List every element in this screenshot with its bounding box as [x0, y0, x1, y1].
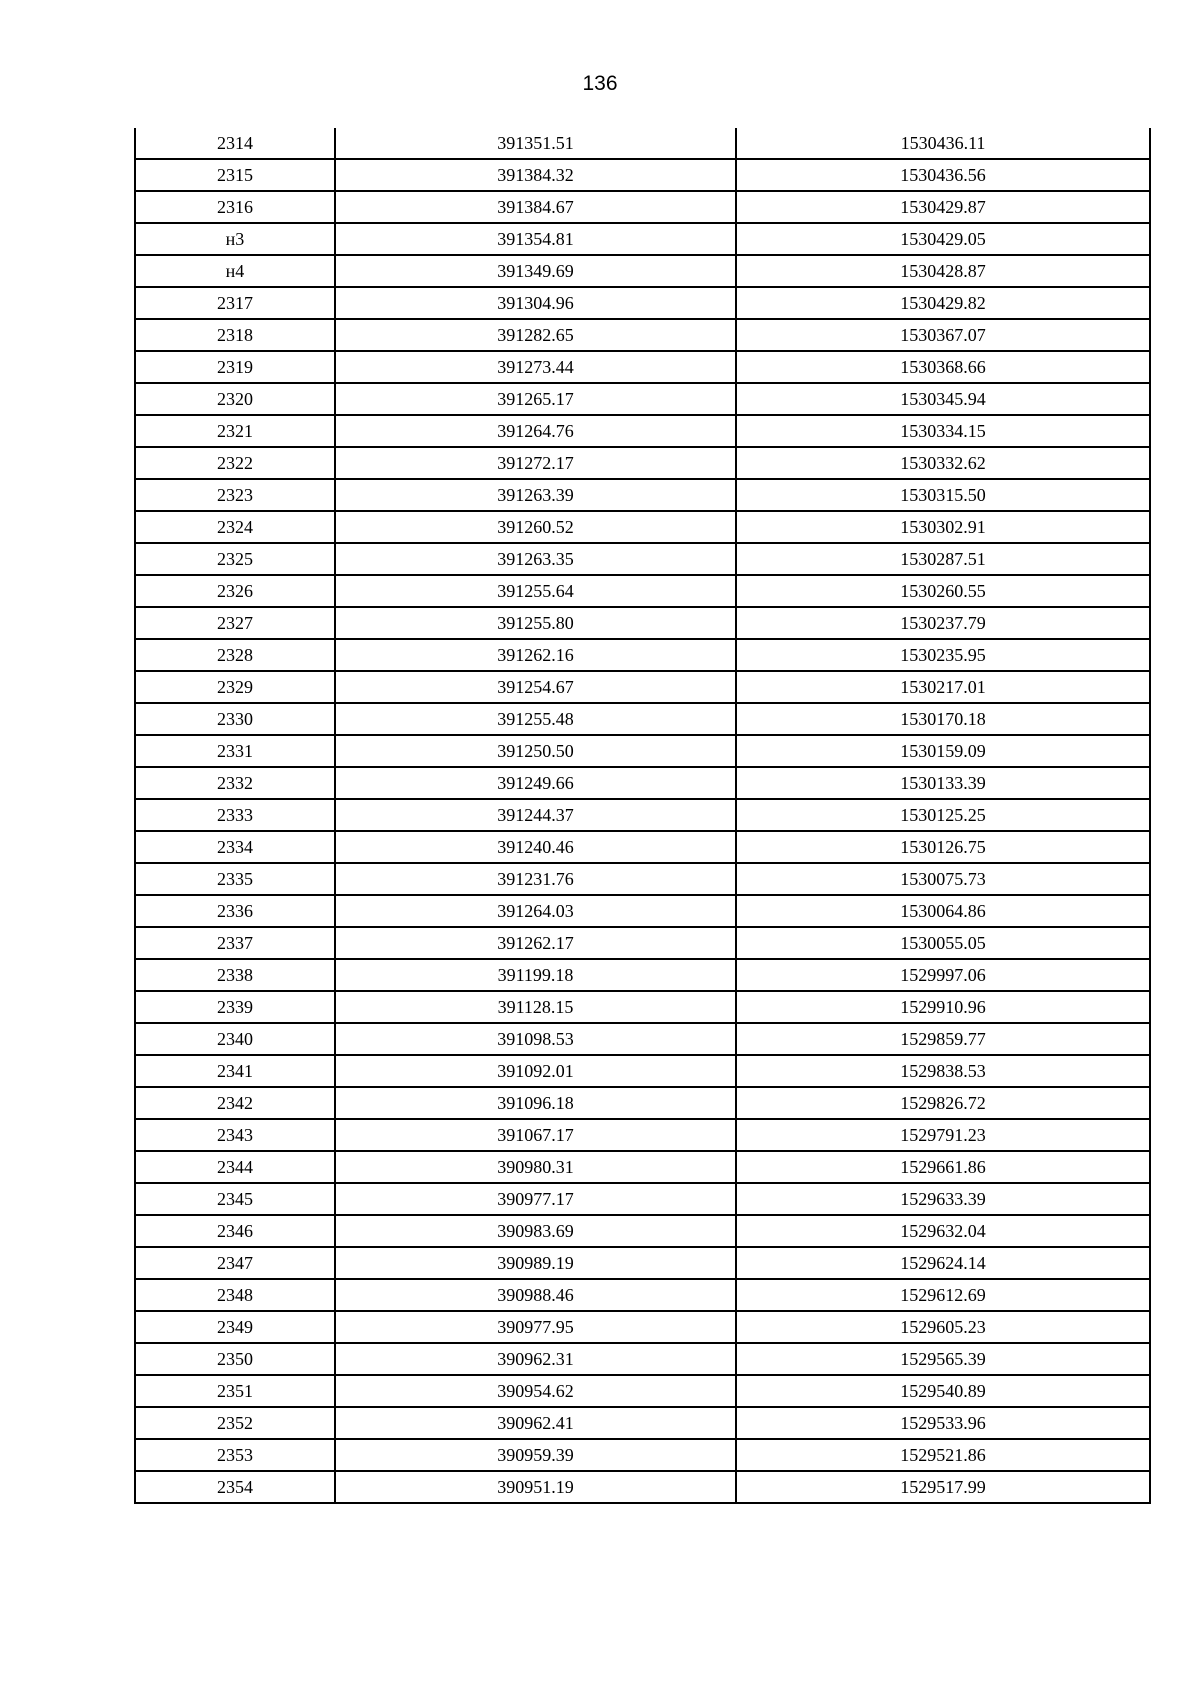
y-coordinate-cell: 1529565.39	[736, 1343, 1150, 1375]
x-coordinate-cell: 390962.31	[335, 1343, 736, 1375]
point-number-cell: 2328	[135, 639, 335, 671]
point-number-cell: 2321	[135, 415, 335, 447]
y-coordinate-cell: 1530125.25	[736, 799, 1150, 831]
y-coordinate-cell: 1530055.05	[736, 927, 1150, 959]
x-coordinate-cell: 391255.80	[335, 607, 736, 639]
point-number-cell: 2351	[135, 1375, 335, 1407]
point-number-cell: 2330	[135, 703, 335, 735]
table-row	[135, 511, 1150, 543]
table-row	[135, 415, 1150, 447]
y-coordinate-cell: 1529612.69	[736, 1279, 1150, 1311]
x-coordinate-cell: 391260.52	[335, 511, 736, 543]
y-coordinate-cell: 1529517.99	[736, 1471, 1150, 1503]
y-coordinate-cell: 1530064.86	[736, 895, 1150, 927]
table-row	[135, 479, 1150, 511]
point-number-cell: 2339	[135, 991, 335, 1023]
y-coordinate-cell: 1529826.72	[736, 1087, 1150, 1119]
y-coordinate-cell: 1530332.62	[736, 447, 1150, 479]
x-coordinate-cell: 391304.96	[335, 287, 736, 319]
point-number-cell: 2341	[135, 1055, 335, 1087]
x-coordinate-cell: 391273.44	[335, 351, 736, 383]
table-row	[135, 159, 1150, 191]
table-row	[135, 863, 1150, 895]
y-coordinate-cell: 1530075.73	[736, 863, 1150, 895]
table-row	[135, 1279, 1150, 1311]
table-row	[135, 799, 1150, 831]
x-coordinate-cell: 391096.18	[335, 1087, 736, 1119]
x-coordinate-cell: 390951.19	[335, 1471, 736, 1503]
x-coordinate-cell: 391240.46	[335, 831, 736, 863]
point-number-cell: 2347	[135, 1247, 335, 1279]
x-coordinate-cell: 391255.48	[335, 703, 736, 735]
point-number-cell: 2323	[135, 479, 335, 511]
table-row	[135, 767, 1150, 799]
table-row	[135, 1023, 1150, 1055]
point-number-cell: 2340	[135, 1023, 335, 1055]
table-row	[135, 991, 1150, 1023]
point-number-cell: 2335	[135, 863, 335, 895]
point-number-cell: 2352	[135, 1407, 335, 1439]
x-coordinate-cell: 391262.16	[335, 639, 736, 671]
y-coordinate-cell: 1529533.96	[736, 1407, 1150, 1439]
table-row	[135, 927, 1150, 959]
y-coordinate-cell: 1530302.91	[736, 511, 1150, 543]
x-coordinate-cell: 391349.69	[335, 255, 736, 287]
y-coordinate-cell: 1530287.51	[736, 543, 1150, 575]
table-row	[135, 543, 1150, 575]
x-coordinate-cell: 391265.17	[335, 383, 736, 415]
x-coordinate-cell: 391092.01	[335, 1055, 736, 1087]
table-row	[135, 351, 1150, 383]
table-row	[135, 1215, 1150, 1247]
point-number-cell: 2318	[135, 319, 335, 351]
x-coordinate-cell: 390977.95	[335, 1311, 736, 1343]
table-row	[135, 1247, 1150, 1279]
x-coordinate-cell: 391351.51	[335, 128, 736, 159]
x-coordinate-cell: 391264.76	[335, 415, 736, 447]
x-coordinate-cell: 390959.39	[335, 1439, 736, 1471]
y-coordinate-cell: 1529661.86	[736, 1151, 1150, 1183]
y-coordinate-cell: 1529605.23	[736, 1311, 1150, 1343]
table-row	[135, 1311, 1150, 1343]
y-coordinate-cell: 1530126.75	[736, 831, 1150, 863]
y-coordinate-cell: 1529997.06	[736, 959, 1150, 991]
point-number-cell: 2329	[135, 671, 335, 703]
point-number-cell: 2332	[135, 767, 335, 799]
x-coordinate-cell: 391199.18	[335, 959, 736, 991]
table-row	[135, 1343, 1150, 1375]
x-coordinate-cell: 391264.03	[335, 895, 736, 927]
y-coordinate-cell: 1529632.04	[736, 1215, 1150, 1247]
point-number-cell: 2338	[135, 959, 335, 991]
x-coordinate-cell: 390983.69	[335, 1215, 736, 1247]
point-number-cell: 2353	[135, 1439, 335, 1471]
table-row	[135, 575, 1150, 607]
x-coordinate-cell: 390954.62	[335, 1375, 736, 1407]
x-coordinate-cell: 391249.66	[335, 767, 736, 799]
point-number-cell: 2343	[135, 1119, 335, 1151]
point-number-cell: н3	[135, 223, 335, 255]
y-coordinate-cell: 1530429.82	[736, 287, 1150, 319]
x-coordinate-cell: 391067.17	[335, 1119, 736, 1151]
x-coordinate-cell: 390977.17	[335, 1183, 736, 1215]
table-row	[135, 319, 1150, 351]
point-number-cell: 2324	[135, 511, 335, 543]
point-number-cell: 2314	[135, 128, 335, 159]
table-row	[135, 831, 1150, 863]
y-coordinate-cell: 1530235.95	[736, 639, 1150, 671]
x-coordinate-cell: 391231.76	[335, 863, 736, 895]
point-number-cell: 2336	[135, 895, 335, 927]
table-row	[135, 447, 1150, 479]
point-number-cell: 2326	[135, 575, 335, 607]
y-coordinate-cell: 1529859.77	[736, 1023, 1150, 1055]
point-number-cell: 2316	[135, 191, 335, 223]
point-number-cell: 2327	[135, 607, 335, 639]
x-coordinate-cell: 391263.35	[335, 543, 736, 575]
x-coordinate-cell: 391354.81	[335, 223, 736, 255]
point-number-cell: 2319	[135, 351, 335, 383]
x-coordinate-cell: 390988.46	[335, 1279, 736, 1311]
coordinates-table	[134, 128, 1151, 1504]
point-number-cell: 2344	[135, 1151, 335, 1183]
y-coordinate-cell: 1530429.05	[736, 223, 1150, 255]
x-coordinate-cell: 391098.53	[335, 1023, 736, 1055]
y-coordinate-cell: 1530436.56	[736, 159, 1150, 191]
y-coordinate-cell: 1530428.87	[736, 255, 1150, 287]
point-number-cell: 2325	[135, 543, 335, 575]
point-number-cell: 2322	[135, 447, 335, 479]
y-coordinate-cell: 1530237.79	[736, 607, 1150, 639]
point-number-cell: 2342	[135, 1087, 335, 1119]
x-coordinate-cell: 391384.67	[335, 191, 736, 223]
table-row	[135, 639, 1150, 671]
table-row	[135, 1407, 1150, 1439]
point-number-cell: 2337	[135, 927, 335, 959]
x-coordinate-cell: 391282.65	[335, 319, 736, 351]
y-coordinate-cell: 1530429.87	[736, 191, 1150, 223]
x-coordinate-cell: 391254.67	[335, 671, 736, 703]
y-coordinate-cell: 1530170.18	[736, 703, 1150, 735]
point-number-cell: 2346	[135, 1215, 335, 1247]
x-coordinate-cell: 391272.17	[335, 447, 736, 479]
point-number-cell: 2349	[135, 1311, 335, 1343]
x-coordinate-cell: 391128.15	[335, 991, 736, 1023]
page-number: 136	[582, 72, 618, 95]
x-coordinate-cell: 391262.17	[335, 927, 736, 959]
y-coordinate-cell: 1530260.55	[736, 575, 1150, 607]
point-number-cell: 2317	[135, 287, 335, 319]
y-coordinate-cell: 1530367.07	[736, 319, 1150, 351]
table-row	[135, 1439, 1150, 1471]
point-number-cell: 2354	[135, 1471, 335, 1503]
table-row	[135, 1375, 1150, 1407]
x-coordinate-cell: 390989.19	[335, 1247, 736, 1279]
y-coordinate-cell: 1529633.39	[736, 1183, 1150, 1215]
table-row	[135, 895, 1150, 927]
table-row	[135, 1119, 1150, 1151]
y-coordinate-cell: 1530133.39	[736, 767, 1150, 799]
y-coordinate-cell: 1530436.11	[736, 128, 1150, 159]
point-number-cell: 2320	[135, 383, 335, 415]
x-coordinate-cell: 391244.37	[335, 799, 736, 831]
table-row	[135, 1471, 1150, 1503]
table-row	[135, 191, 1150, 223]
table-row	[135, 671, 1150, 703]
point-number-cell: 2350	[135, 1343, 335, 1375]
x-coordinate-cell: 391255.64	[335, 575, 736, 607]
y-coordinate-cell: 1530217.01	[736, 671, 1150, 703]
table-row	[135, 287, 1150, 319]
table-row	[135, 1151, 1150, 1183]
x-coordinate-cell: 390962.41	[335, 1407, 736, 1439]
x-coordinate-cell: 391250.50	[335, 735, 736, 767]
point-number-cell: н4	[135, 255, 335, 287]
table-row	[135, 128, 1150, 159]
point-number-cell: 2333	[135, 799, 335, 831]
y-coordinate-cell: 1529910.96	[736, 991, 1150, 1023]
point-number-cell: 2331	[135, 735, 335, 767]
y-coordinate-cell: 1529624.14	[736, 1247, 1150, 1279]
table-row	[135, 1087, 1150, 1119]
x-coordinate-cell: 391384.32	[335, 159, 736, 191]
table-row	[135, 703, 1150, 735]
y-coordinate-cell: 1529540.89	[736, 1375, 1150, 1407]
coordinates-table-body	[135, 128, 1150, 1503]
table-row	[135, 1055, 1150, 1087]
table-row	[135, 1183, 1150, 1215]
y-coordinate-cell: 1530345.94	[736, 383, 1150, 415]
table-row	[135, 255, 1150, 287]
y-coordinate-cell: 1530159.09	[736, 735, 1150, 767]
table-row	[135, 383, 1150, 415]
table-row	[135, 607, 1150, 639]
table-row	[135, 959, 1150, 991]
y-coordinate-cell: 1530315.50	[736, 479, 1150, 511]
table-row	[135, 223, 1150, 255]
point-number-cell: 2315	[135, 159, 335, 191]
x-coordinate-cell: 391263.39	[335, 479, 736, 511]
point-number-cell: 2345	[135, 1183, 335, 1215]
y-coordinate-cell: 1529838.53	[736, 1055, 1150, 1087]
table-row	[135, 735, 1150, 767]
point-number-cell: 2334	[135, 831, 335, 863]
y-coordinate-cell: 1530368.66	[736, 351, 1150, 383]
x-coordinate-cell: 390980.31	[335, 1151, 736, 1183]
point-number-cell: 2348	[135, 1279, 335, 1311]
y-coordinate-cell: 1530334.15	[736, 415, 1150, 447]
y-coordinate-cell: 1529791.23	[736, 1119, 1150, 1151]
y-coordinate-cell: 1529521.86	[736, 1439, 1150, 1471]
